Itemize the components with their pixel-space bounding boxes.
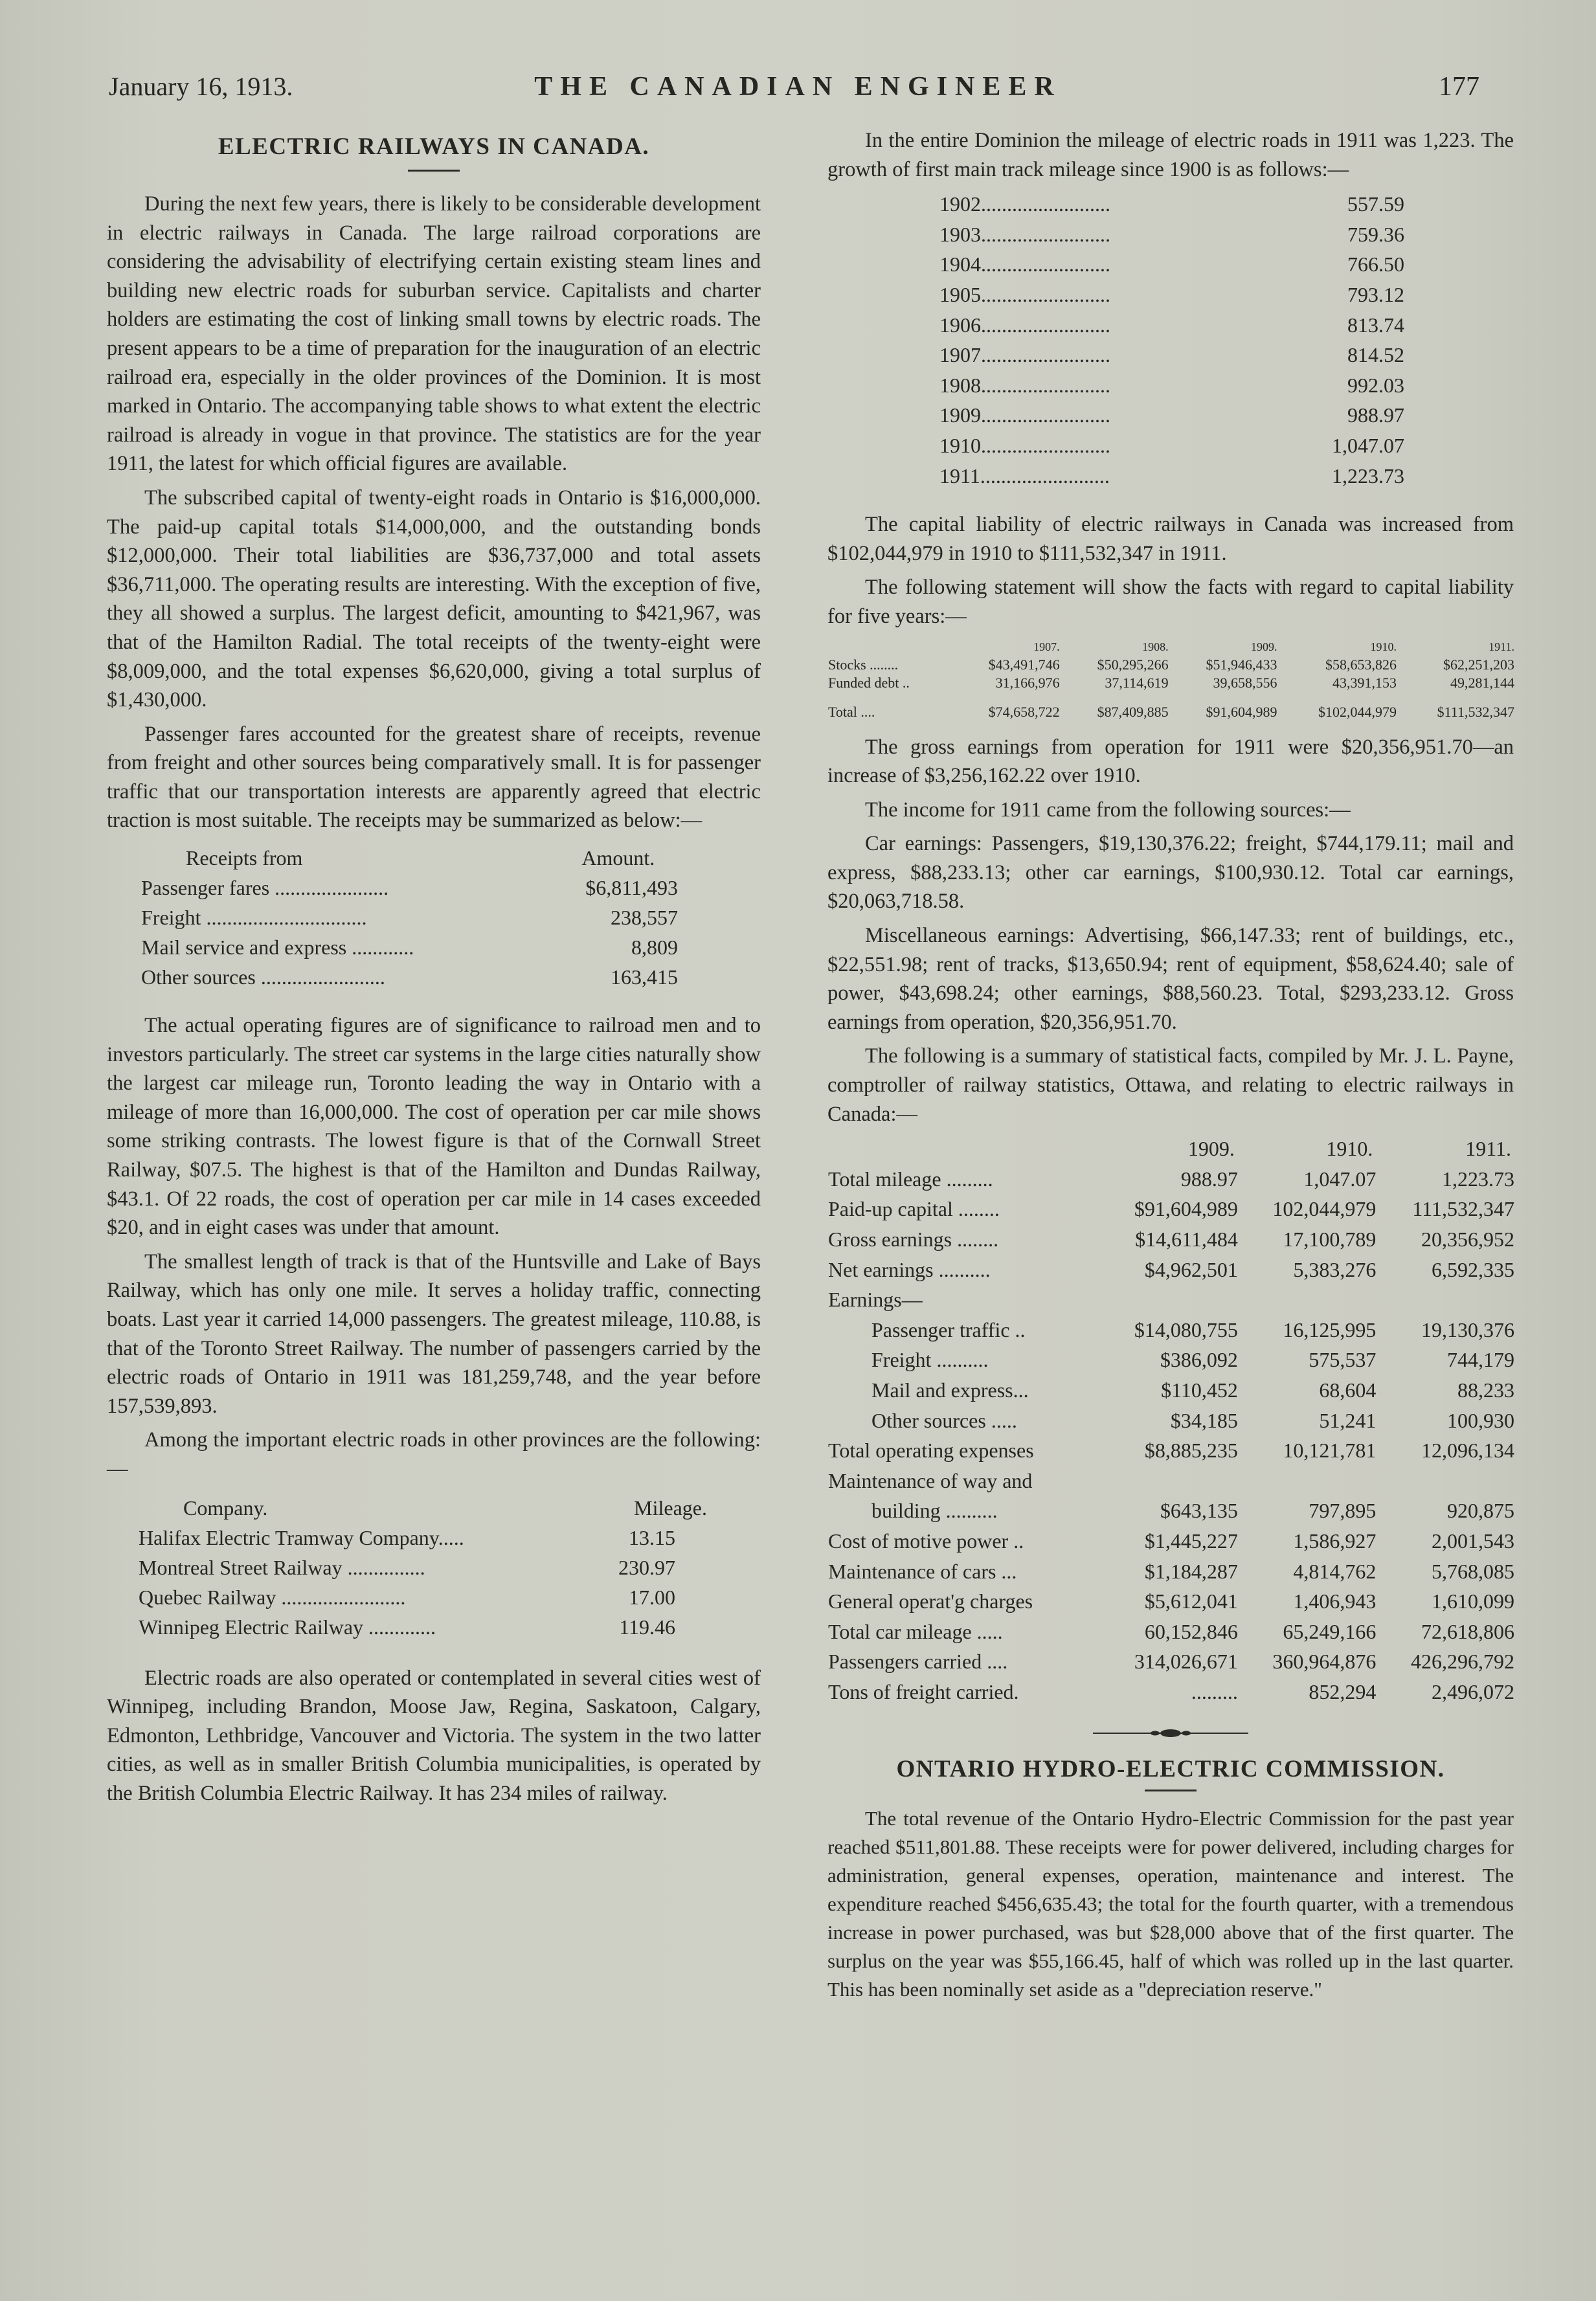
row-amount: 8,809: [631, 936, 678, 960]
row-mileage: 17.00: [629, 1585, 675, 1609]
column-header: Amount.: [581, 846, 655, 870]
cell: $91,604,989: [1206, 703, 1277, 720]
column-header: 1908.: [1142, 640, 1169, 653]
table-row: [140, 873, 704, 903]
cell: 51,241: [1319, 1408, 1377, 1432]
cell: 60,152,846: [1144, 1619, 1238, 1643]
table-row: [827, 674, 1515, 692]
row-year: 1908.........................: [939, 373, 1110, 397]
row-label: Halifax Electric Tramway Company.....: [139, 1525, 464, 1549]
cell: $386,092: [1160, 1348, 1238, 1372]
paragraph: Electric roads are also operated or contemplated in several cities west of Winnipeg, including Brandon, Moose Jaw, Regina, Saskatoon, Calgary, Edmonton, Lethbridge, Vancouver and Victoria. The system in the two latter cities, as well as in smaller British Columbia municipalities, is operated by the British Columbia Electric Railway. It has 234 miles of railway.: [107, 1666, 761, 1805]
table-row: [827, 1435, 1515, 1466]
row-year: 1909.........................: [939, 403, 1110, 427]
row-label: Other sources .....: [871, 1408, 1017, 1432]
right-column: [827, 126, 1514, 2009]
column-header: 1907.: [1033, 640, 1060, 653]
row-value: 992.03: [1347, 373, 1404, 397]
table-row: [827, 1375, 1515, 1406]
paragraph: The gross earnings from operation for 1911 were $20,356,951.70—an increase of $3,256,162.22 over 1910.: [827, 735, 1514, 788]
row-label: Passengers carried ....: [828, 1650, 1008, 1674]
row-label: Mail and express...: [871, 1378, 1029, 1402]
cell: 43,391,153: [1332, 674, 1397, 691]
cell: $43,491,746: [988, 656, 1060, 673]
cell: $5,612,041: [1144, 1589, 1238, 1613]
row-label: Freight ...............................: [141, 906, 367, 930]
paragraph: The following is a summary of statistical facts, compiled by Mr. J. L. Payne, comptroller of railway statistics, Ottawa, and relating to electric railways in Canada:—: [827, 1044, 1514, 1126]
cell: 1,223.73: [1442, 1167, 1514, 1191]
table-row: [140, 962, 704, 992]
row-mileage: 230.97: [618, 1555, 675, 1579]
cell: [1100, 1285, 1239, 1315]
cell: 6,592,335: [1432, 1257, 1514, 1281]
page-number: 177: [1439, 72, 1479, 102]
table-row: [827, 1224, 1515, 1255]
row-label: building ..........: [871, 1499, 998, 1523]
cell: 17,100,789: [1283, 1228, 1377, 1251]
row-year: 1902.........................: [939, 192, 1110, 216]
article-body: [827, 1804, 1514, 2004]
table-row: [827, 1556, 1515, 1587]
paragraph: The following statement will show the facts with regard to capital liability for five years:—: [827, 576, 1514, 628]
row-label: Stocks ........: [828, 656, 899, 673]
title-rule: [1145, 1790, 1197, 1791]
cell: 72,618,806: [1421, 1619, 1514, 1643]
row-label: Freight ..........: [871, 1348, 989, 1372]
cell: 111,532,347: [1412, 1197, 1514, 1221]
cell: 5,383,276: [1293, 1257, 1377, 1281]
companies-table: [138, 1493, 708, 1642]
cell: 49,281,144: [1450, 674, 1514, 691]
row-label: Paid-up capital ........: [828, 1197, 1000, 1221]
row-value: 793.12: [1347, 282, 1404, 306]
row-mileage: 13.15: [629, 1525, 675, 1549]
column-header: 1910.: [1370, 640, 1397, 653]
table-row: [939, 370, 1405, 401]
cell: 797,895: [1309, 1499, 1377, 1523]
divider-ornament-icon: [1093, 1727, 1248, 1740]
row-label: Cost of motive power ..: [828, 1529, 1024, 1553]
paragraph: In the entire Dominion the mileage of electric roads in 1911 was 1,223. The growth of first main track mileage since 1900 is as follows:—: [827, 129, 1514, 181]
cell: $74,658,722: [988, 703, 1060, 720]
cell: $91,604,989: [1134, 1197, 1238, 1221]
row-amount: $6,811,493: [585, 876, 678, 900]
cell: 39,658,556: [1213, 674, 1277, 691]
row-label: Passenger traffic ..: [871, 1318, 1026, 1341]
cell: 19,130,376: [1421, 1318, 1514, 1341]
column-header: 1911.: [1465, 1137, 1511, 1161]
column-header: 1909.: [1187, 1137, 1235, 1161]
column-header: 1911.: [1489, 640, 1514, 653]
table-row: [827, 1526, 1515, 1556]
table-row: [827, 656, 1515, 674]
cell: [1239, 1466, 1377, 1496]
row-label: Total mileage .........: [828, 1167, 993, 1191]
table-row: [827, 1677, 1515, 1707]
row-label: Mail service and express ............: [141, 936, 414, 960]
row-label: Other sources ........................: [141, 965, 385, 989]
table-row: [939, 340, 1405, 370]
cell: [1100, 1466, 1239, 1496]
row-label: Winnipeg Electric Railway .............: [139, 1615, 436, 1639]
table-row: [140, 932, 704, 962]
table-row: [138, 1523, 708, 1553]
table-row: [939, 400, 1405, 431]
cell: 102,044,979: [1272, 1197, 1377, 1221]
row-year: 1911.........................: [939, 464, 1110, 488]
table-row: [827, 1255, 1515, 1285]
table-row: [827, 1586, 1515, 1617]
row-year: 1905.........................: [939, 282, 1110, 306]
table-row: [939, 189, 1405, 219]
table-row: [827, 1406, 1515, 1436]
paragraph: The actual operating figures are of significance to railroad men and to investors particularly. The street car systems in the large cities naturally show the largest car mileage run, Toronto leading the way in Ontario with a mileage of more than 16,000,000. The cost of operation per car mile shows some striking contrasts. The lowest figure is that of the Cornwall Street Railway, $07.5. The highest is that of the Hamilton and Dundas Railway, $43.1. Of 22 roads, the cost of operation per car mile in 14 cases exceeded $20, and in eight cases was under that amount.: [107, 1014, 761, 1240]
cell: 988.97: [1180, 1167, 1238, 1191]
row-value: 813.74: [1347, 313, 1404, 337]
table-row: [827, 1646, 1515, 1677]
cell: $111,532,347: [1437, 703, 1514, 720]
table-row: [827, 1496, 1515, 1526]
table-row: [827, 1164, 1515, 1195]
row-value: 766.50: [1347, 253, 1404, 276]
row-label: Maintenance of cars ...: [828, 1559, 1017, 1583]
row-label: Net earnings ..........: [828, 1257, 991, 1281]
cell: [1377, 1466, 1515, 1496]
cell: $14,080,755: [1134, 1318, 1238, 1341]
row-year: 1910.........................: [939, 433, 1110, 457]
paragraph: The income for 1911 came from the following sources:—: [865, 798, 1351, 822]
paragraph: The total revenue of the Ontario Hydro-Electric Commission for the past year reached $511,801.88. These receipts were for power delivered, including charges for administration, general expenses, operation, maintenance and interest. The expenditure reached $456,635.43; the total for the fourth quarter, with a tremendous increase in power purchased, was but $28,000 above that of the first quarter. The surplus on the year was $55,166.45, half of which was rolled up in the last quarter. This has been nominally set aside as a "depreciation reserve.": [827, 1806, 1514, 2001]
cell: 65,249,166: [1283, 1619, 1377, 1643]
paragraph: Car earnings: Passengers, $19,130,376.22; freight, $744,179.11; mail and express, $88,233.13; other car earnings, $100,930.12. Total car earnings, $20,063,718.58.: [827, 832, 1514, 914]
cell: 1,047.07: [1303, 1167, 1377, 1191]
cell: 2,496,072: [1432, 1679, 1514, 1703]
cell: 31,166,976: [995, 674, 1060, 691]
row-value: 1,223.73: [1332, 464, 1404, 488]
cell: $1,184,287: [1144, 1559, 1238, 1583]
cell: 100,930: [1447, 1408, 1514, 1432]
column-header: Receipts from: [186, 846, 303, 870]
statistics-table: [827, 1134, 1515, 1707]
row-year: 1906.........................: [939, 313, 1110, 337]
cell: 314,026,671: [1134, 1650, 1238, 1674]
article-title: ONTARIO HYDRO-ELECTRIC COMMISSION.: [896, 1755, 1445, 1782]
table-row: [827, 1315, 1515, 1345]
row-label: Total operating expenses: [828, 1439, 1034, 1463]
row-value: 988.97: [1347, 403, 1404, 427]
paragraph: The subscribed capital of twenty-eight roads in Ontario is $16,000,000. The paid-up capital totals $14,000,000, and the outstanding bonds $12,000,000. Their total liabilities are $36,737,000 and total assets $36,711,000. The operating results are interesting. With the exception of five, they all showed a surplus. The largest deficit, amounting to $421,967, was that of the Hamilton Radial. The total receipts of the twenty-eight were $8,009,000, and the total expenses $6,620,000, giving a total surplus of $1,430,000.: [107, 486, 761, 712]
cell: $4,962,501: [1144, 1257, 1238, 1281]
left-column: [107, 126, 761, 1813]
capital-liability-table: [827, 638, 1515, 721]
table-row: [827, 1194, 1515, 1224]
cell: 5,768,085: [1432, 1559, 1514, 1583]
cell: $34,185: [1170, 1408, 1238, 1432]
cell: $51,946,433: [1206, 656, 1277, 673]
cell: 1,586,927: [1293, 1529, 1377, 1553]
paragraph: Among the important electric roads in other provinces are the following:—: [107, 1428, 761, 1481]
issue-date: January 16, 1913.: [109, 72, 293, 101]
cell: 68,604: [1319, 1378, 1377, 1402]
cell: 2,001,543: [1432, 1529, 1514, 1553]
publication-title: THE CANADIAN ENGINEER: [534, 72, 1062, 102]
table-row: [939, 249, 1405, 280]
cell: $110,452: [1161, 1378, 1238, 1402]
cell: 88,233: [1457, 1378, 1514, 1402]
table-row: [138, 1612, 708, 1642]
column-header-blank: [827, 1134, 1100, 1164]
row-mileage: 119.46: [619, 1615, 675, 1639]
cell: 20,356,952: [1421, 1228, 1514, 1251]
paragraph: The capital liability of electric railways in Canada was increased from $102,044,979 in 1910 to $111,532,347 in 1911.: [827, 513, 1514, 565]
column-header: Mileage.: [634, 1496, 707, 1520]
row-value: 1,047.07: [1332, 433, 1404, 457]
row-label: Total ....: [828, 703, 875, 720]
paragraph: The smallest length of track is that of the Huntsville and Lake of Bays Railway, which has only one mile. It serves a holiday traffic, connecting boats. Last year it carried 14,000 passengers. The greatest mileage, 110.88, is that of the Toronto Street Railway. The number of passengers carried by the electric roads of Ontario in 1911 was 181,259,748, and the year before 157,539,893.: [107, 1250, 761, 1418]
column-header: 1909.: [1251, 640, 1277, 653]
cell: $643,135: [1160, 1499, 1238, 1523]
cell: 16,125,995: [1283, 1318, 1377, 1341]
row-year: 1907.........................: [939, 343, 1110, 367]
column-header-blank: [827, 638, 952, 656]
cell: 1,610,099: [1432, 1589, 1514, 1613]
row-value: 759.36: [1347, 222, 1404, 246]
cell: 12,096,134: [1421, 1439, 1514, 1463]
cell: $14,611,484: [1135, 1228, 1238, 1251]
section-divider-ornament: [827, 1727, 1514, 1740]
mileage-table: [939, 189, 1405, 491]
column-header: Company.: [183, 1496, 268, 1520]
row-label: Tons of freight carried.: [828, 1679, 1019, 1703]
table-row: [827, 1617, 1515, 1647]
table-row: [939, 431, 1405, 461]
table-row: [939, 461, 1405, 491]
receipts-table: [140, 843, 704, 992]
row-label: Maintenance of way and: [828, 1468, 1033, 1492]
title-rule: [408, 170, 460, 172]
cell: $50,295,266: [1097, 656, 1169, 673]
row-amount: 238,557: [611, 906, 678, 930]
column-header: 1910.: [1326, 1137, 1373, 1161]
table-row: [138, 1582, 708, 1612]
cell: 1,406,943: [1293, 1589, 1377, 1613]
cell: 4,814,762: [1293, 1559, 1377, 1583]
cell: $87,409,885: [1097, 703, 1169, 720]
row-amount: 163,415: [611, 965, 678, 989]
row-label: Total car mileage .....: [828, 1619, 1003, 1643]
table-row: [827, 1285, 1515, 1315]
cell: 37,114,619: [1105, 674, 1169, 691]
cell: $8,885,235: [1144, 1439, 1238, 1463]
cell: 426,296,792: [1411, 1650, 1514, 1674]
cell: .........: [1191, 1679, 1238, 1703]
row-value: 814.52: [1347, 343, 1404, 367]
cell: $58,653,826: [1325, 656, 1397, 673]
table-row: [827, 1345, 1515, 1375]
row-label: Passenger fares ......................: [141, 876, 389, 900]
article-title: ELECTRIC RAILWAYS IN CANADA.: [218, 133, 650, 160]
cell: 920,875: [1447, 1499, 1514, 1523]
cell: $62,251,203: [1443, 656, 1514, 673]
table-row: [939, 219, 1405, 250]
cell: 575,537: [1309, 1348, 1377, 1372]
row-label: Earnings—: [828, 1288, 923, 1312]
row-value: 557.59: [1347, 192, 1404, 216]
paragraph: During the next few years, there is likely to be considerable development in electric railways in Canada. The large railroad corporations are considering the advisability of electrifying certain existing steam lines and building new electric roads for suburban service. Capitalists and charter holders are estimating the cost of linking small towns by electric roads. The present appears to be a time of preparation for the inauguration of an electric railroad era, especially in the older provinces of the Dominion. It is most marked in Ontario. The accompanying table shows to what extent the electric railroad is already in vogue in that province. The statistics are for the year 1911, the latest for which official figures are available.: [107, 192, 761, 476]
table-row: [939, 280, 1405, 310]
statistics-table-body: [827, 1164, 1515, 1707]
row-year: 1903.........................: [939, 222, 1110, 246]
cell: 744,179: [1447, 1348, 1514, 1372]
cell: [1377, 1285, 1515, 1315]
cell: 852,294: [1309, 1679, 1377, 1703]
cell: [1239, 1285, 1377, 1315]
row-label: General operat'g charges: [828, 1589, 1033, 1613]
table-row: [939, 310, 1405, 341]
row-label: Quebec Railway ........................: [139, 1585, 406, 1609]
cell: $1,445,227: [1144, 1529, 1238, 1553]
cell: 10,121,781: [1283, 1439, 1377, 1463]
paragraph: Passenger fares accounted for the greatest share of receipts, revenue from freight and other sources being comparatively small. It is for passenger traffic that our transportation interests are apparently agreed that electric traction is most suitable. The receipts may be summarized as below:—: [107, 722, 761, 833]
row-label: Montreal Street Railway ...............: [139, 1555, 425, 1579]
cell: $102,044,979: [1318, 703, 1397, 720]
cell: 360,964,876: [1272, 1650, 1377, 1674]
table-row: [138, 1553, 708, 1582]
row-label: Funded debt ..: [828, 674, 910, 691]
table-row: [827, 1466, 1515, 1496]
row-label: Gross earnings ........: [828, 1228, 999, 1251]
table-total-row: [827, 692, 1515, 721]
paragraph: Miscellaneous earnings: Advertising, $66,147.33; rent of buildings, etc., $22,551.98; rent of tracks, $13,650.94; rent of equipment, $58,624.40; sale of power, $43,698.24; other earnings, $88,560.23. Total, $293,233.12. Gross earnings from operation, $20,356,951.70.: [827, 924, 1514, 1034]
table-row: [140, 903, 704, 932]
row-year: 1904.........................: [939, 253, 1110, 276]
